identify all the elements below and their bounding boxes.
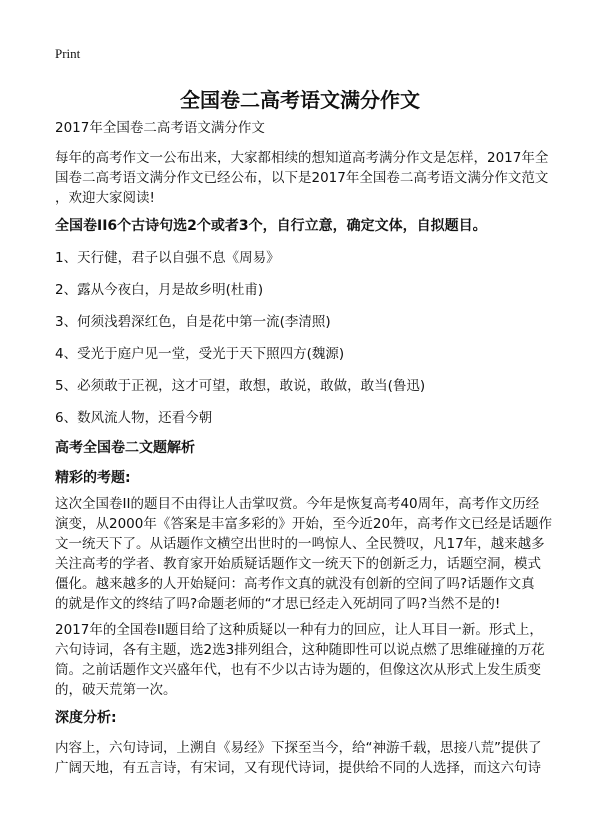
poem-item: 2、露从今夜白，月是故乡明(杜甫) — [55, 282, 264, 298]
text-line: 六句诗词，各有主题，选2选3排列组合，这种随即性可以说点燃了思维碰撞的万花 — [55, 642, 545, 658]
text-line: 筒。之前话题作文兴盛年代，也有不少以古诗为题的，但像这次从形式上发生质变 — [55, 662, 541, 678]
poem-item: 5、必须敢于正视，这才可望，敢想，敢说，敢做，敢当(鲁迅) — [55, 378, 426, 394]
paragraph-2 — [55, 620, 545, 700]
highlight-heading: 精彩的考题: — [55, 470, 131, 486]
text-line: 演变，从2000年《答案是丰富多彩的》开始，至今近20年，高考作文已经是话题作 — [55, 516, 553, 532]
text-line: 僵化。越来越多的人开始疑问：高考作文真的就没有创新的空间了吗?话题作文真 — [55, 576, 535, 592]
page-title: 全国卷二高考语文满分作文 — [180, 88, 420, 112]
intro-paragraph — [55, 148, 548, 208]
text-line: 国卷二高考语文满分作文已经公布，以下是2017年全国卷二高考语文满分作文范文 — [55, 170, 549, 186]
poem-item: 4、受光于庭户见一堂，受光于天下照四方(魏源) — [55, 346, 345, 362]
paragraph-1 — [55, 494, 552, 614]
text-line: 这次全国卷II的题目不由得让人击掌叹赏。今年是恢复高考40周年，高考作文历经 — [55, 496, 540, 512]
text-line: ，欢迎大家阅读! — [55, 190, 155, 206]
analysis-heading: 高考全国卷二文题解析 — [55, 440, 195, 456]
text-line: 2017年的全国卷II题目给了这种质疑以一种有力的回应，让人耳目一新。形式上， — [55, 622, 543, 638]
poem-item: 6、数风流人物，还看今朝 — [55, 410, 213, 426]
text-line: 内容上，六句诗词，上溯自《易经》下探至当今，给“神游千载，思接八荒”提供了 — [55, 740, 542, 756]
poem-item: 1、天行健，君子以自强不息《周易》 — [55, 250, 280, 266]
depth-heading: 深度分析: — [55, 710, 117, 726]
text-line: 文一统天下了。从话题作文横空出世时的一鸣惊人、全民赞叹，凡17年，越来越多 — [55, 536, 545, 552]
paragraph-3 — [55, 738, 542, 778]
poem-item: 3、何须浅碧深红色，自是花中第一流(李清照) — [55, 314, 331, 330]
text-line: 每年的高考作文一公布出来，大家都相续的想知道高考满分作文是怎样，2017年全 — [55, 150, 549, 166]
text-line: 的就是作文的终结了吗?命题老师的“才思已经走入死胡同了吗?当然不是的! — [55, 596, 501, 612]
print-link[interactable]: Print — [55, 46, 81, 61]
text-line: 广阔天地，有五言诗，有宋词，又有现代诗词，提供给不同的人选择，而这六句诗 — [55, 760, 541, 776]
text-line: 关注高考的学者、教育家开始质疑话题作文一统天下的创新乏力，话题空洞，模式 — [55, 556, 541, 572]
prompt-heading: 全国卷II6个古诗句选2个或者3个，自行立意，确定文体，自拟题目。 — [55, 218, 487, 234]
text-line: 的，破天荒第一次。 — [55, 682, 177, 698]
subtitle: 2017年全国卷二高考语文满分作文 — [55, 120, 265, 136]
